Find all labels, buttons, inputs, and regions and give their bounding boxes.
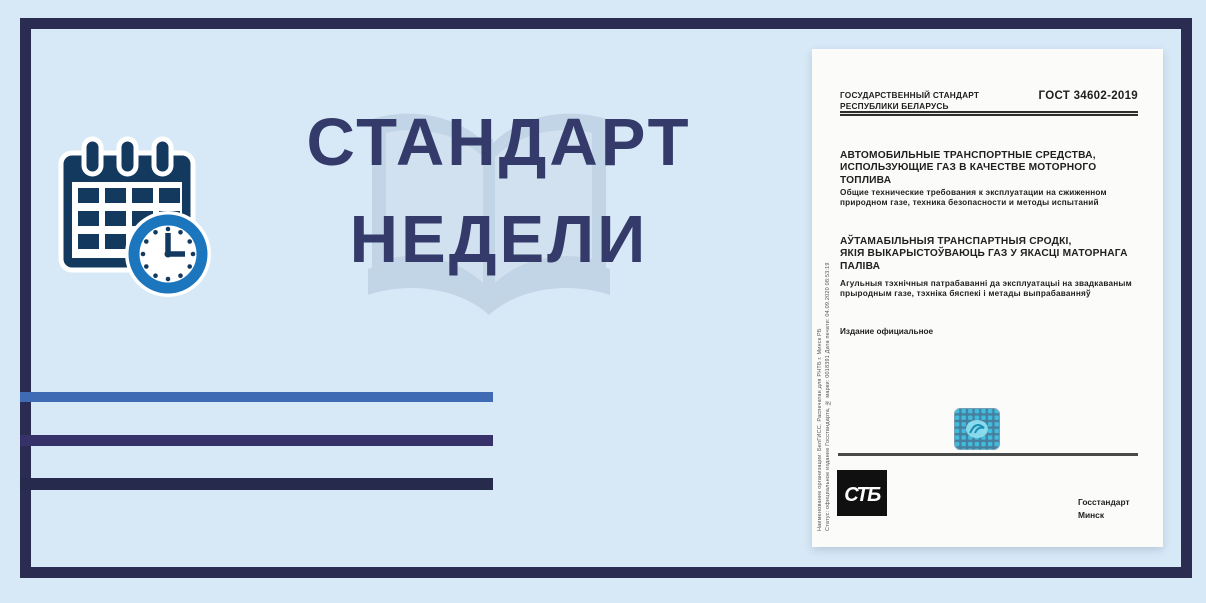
doc-title-by [840, 236, 1128, 273]
doc-publisher [1078, 496, 1130, 522]
doc-header-rule [840, 111, 1138, 116]
stb-logo-text: СТБ [844, 484, 880, 506]
stripe-blue [20, 392, 493, 402]
doc-publisher-line1: Госстандарт [1078, 497, 1130, 507]
doc-publisher-line2: Минск [1078, 510, 1105, 520]
banner-title-line1: СТАНДАРТ [306, 105, 692, 180]
doc-subtitle-by-line: прыродным газе, тэхніка бяспекі і метады выпрабаванняў [840, 289, 1091, 298]
doc-title-ru-line: АВТОМОБИЛЬНЫЕ ТРАНСПОРТНЫЕ СРЕДСТВА, [840, 150, 1096, 161]
calendar-clock-icon [56, 136, 214, 298]
banner-title-line2: НЕДЕЛИ [349, 202, 649, 277]
doc-title-ru [840, 150, 1096, 187]
standard-cover-page [812, 49, 1163, 547]
print-info-line1: Наименование организации: БелГИСС. Распечатан для РНТБ г. Минск РБ [817, 328, 823, 531]
doc-subtitle-ru [840, 188, 1107, 208]
doc-header-left-line2: РЕСПУБЛИКИ БЕЛАРУСЬ [840, 100, 949, 111]
doc-title-ru-line: ИСПОЛЬЗУЮЩИЕ ГАЗ В КАЧЕСТВЕ МОТОРНОГО [840, 162, 1097, 174]
print-info-line2: Статус: официальное издание Госстандарта, № марки: 0018391 Дата печати: 04.09.2020 08:53:19 [825, 262, 831, 531]
stripe-indigo [20, 435, 493, 446]
doc-title-by-line: ЯКІЯ ВЫКАРЫСТОЎВАЮЦЬ ГАЗ У ЯКАСЦІ МАТОРНАГА [840, 248, 1128, 260]
banner-title [282, 94, 716, 288]
clock-icon [125, 211, 211, 297]
print-info-sidebar [817, 155, 831, 531]
doc-title-by-line: ПАЛІВА [840, 260, 881, 272]
doc-standard-number: ГОСТ 34602-2019 [1038, 90, 1138, 102]
doc-edition-note: Издание официальное [840, 327, 934, 336]
doc-bottom-rule [838, 453, 1138, 456]
doc-header-left-line1: ГОСУДАРСТВЕННЫЙ СТАНДАРТ [840, 90, 980, 100]
doc-title-by-line: АЎТАМАБІЛЬНЫЯ ТРАНСПАРТНЫЯ СРОДКІ, [840, 236, 1072, 247]
doc-header [840, 90, 1138, 112]
doc-subtitle-by-line: Агульныя тэхнічныя патрабаванні да эксплуатацыі на звадкаваным [840, 279, 1132, 288]
doc-subtitle-ru-line: природном газе, техника безопасности и методы испытаний [840, 198, 1099, 207]
stripe-navy [20, 478, 493, 490]
doc-subtitle-by [840, 279, 1132, 299]
stb-hologram-sticker [954, 408, 1000, 450]
stb-publisher-logo [837, 470, 887, 516]
doc-title-ru-line: ТОПЛИВА [840, 174, 892, 186]
doc-subtitle-ru-line: Общие технические требования к эксплуатации на сжиженном [840, 188, 1107, 197]
doc-header-left [840, 90, 979, 112]
